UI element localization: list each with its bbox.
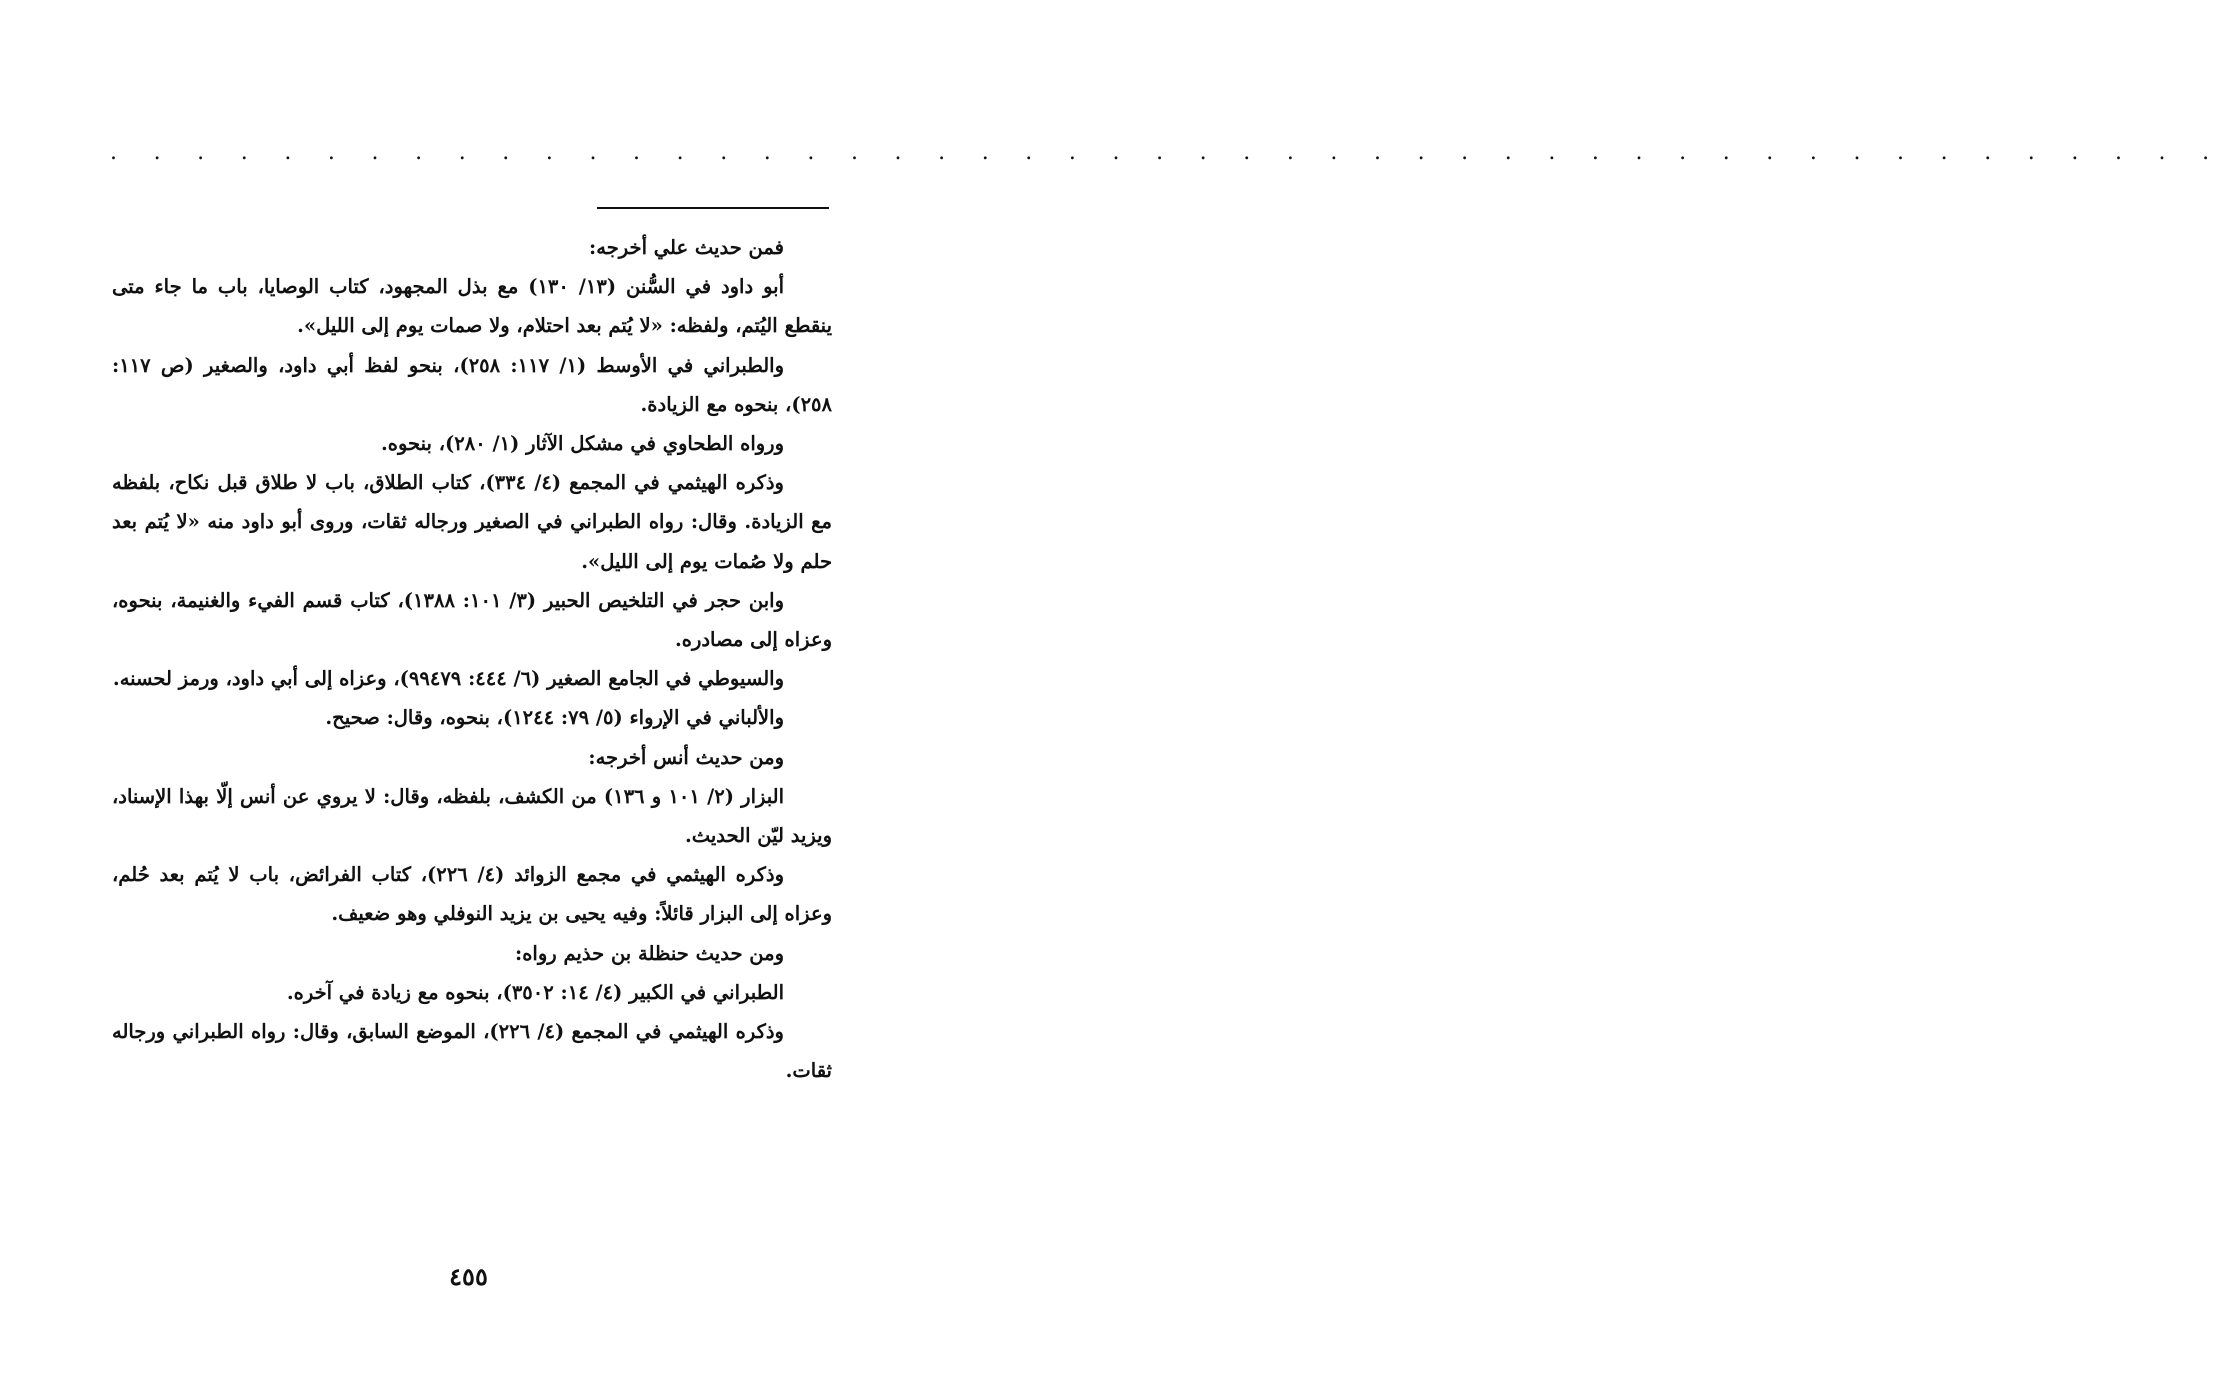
paragraph: فمن حديث علي أخرجه: <box>589 236 784 259</box>
separator-dots: . . . . . . . . . . . . . . . . . . . . . . . . . . . . . . . . . . . . . . . . . . . . . . . . . <box>110 140 2224 165</box>
paragraph: وذكره الهيثمي في المجمع (٤/ ٣٣٤)، كتاب الطلاق، باب لا طلاق قبل نكاح، بلفظه مع الزيادة. وقال: رواه الطبراني في الصغير ورجاله ثقات، وروى أبو داود منه «لا يُتم بعد حلم ولا صُمات يوم إلى الليل». <box>112 471 832 573</box>
paragraph: الطبراني في الكبير (٤/ ١٤: ٣٥٠٢)، بنحوه مع زيادة في آخره. <box>286 980 784 1004</box>
paragraph: والسيوطي في الجامع الصغير (٦/ ٤٤٤: ٩٩٤٧٩)، وعزاه إلى أبي داود، ورمز لحسنه. <box>112 667 784 691</box>
paragraph: وذكره الهيثمي في المجمع (٤/ ٢٢٦)، الموضع السابق، وقال: رواه الطبراني ورجاله ثقات. <box>112 1020 832 1083</box>
footnote-body <box>112 228 832 1090</box>
paragraph: ومن حديث أنس أخرجه: <box>588 745 784 769</box>
paragraph: وذكره الهيثمي في مجمع الزوائد (٤/ ٢٢٦)، كتاب الفرائض، باب لا يُتم بعد حُلم، وعزاه إلى البزار قائلاً: وفيه يحيى بن يزيد النوفلي وهو ضعيف. <box>112 863 832 926</box>
footnote-rule <box>597 207 829 209</box>
paragraph: والطبراني في الأوسط (١/ ١١٧: ٢٥٨)، بنحو لفظ أبي داود، والصغير (ص ١١٧: ٢٥٨)، بنحوه مع الزيادة. <box>112 353 832 416</box>
paragraph: ورواه الطحاوي في مشكل الآثار (١/ ٢٨٠)، بنحوه. <box>380 432 784 456</box>
paragraph: وابن حجر في التلخيص الحبير (٣/ ١٠١: ١٣٨٨)، كتاب قسم الفيء والغنيمة، بنحوه، وعزاه إلى مصادره. <box>112 588 832 652</box>
paragraph: البزار (٢/ ١٠١ و ١٣٦) من الكشف، بلفظه، وقال: لا يروي عن أنس إلّا بهذا الإسناد، ويزيد ليّن الحديث. <box>112 784 832 848</box>
page-number: ٤٥٥ <box>449 1262 488 1291</box>
paragraph: والألباني في الإرواء (٥/ ٧٩: ١٢٤٤)، بنحوه، وقال: صحيح. <box>325 706 784 730</box>
paragraph: أبو داود في السُّنن (١٣/ ١٣٠) مع بذل المجهود، كتاب الوصايا، باب ما جاء متى ينقطع اليُتم، ولفظه: «لا يُتم بعد احتلام، ولا صمات يوم إلى الليل». <box>112 275 832 338</box>
paragraph: ومن حديث حنظلة بن حذيم رواه: <box>515 941 784 965</box>
